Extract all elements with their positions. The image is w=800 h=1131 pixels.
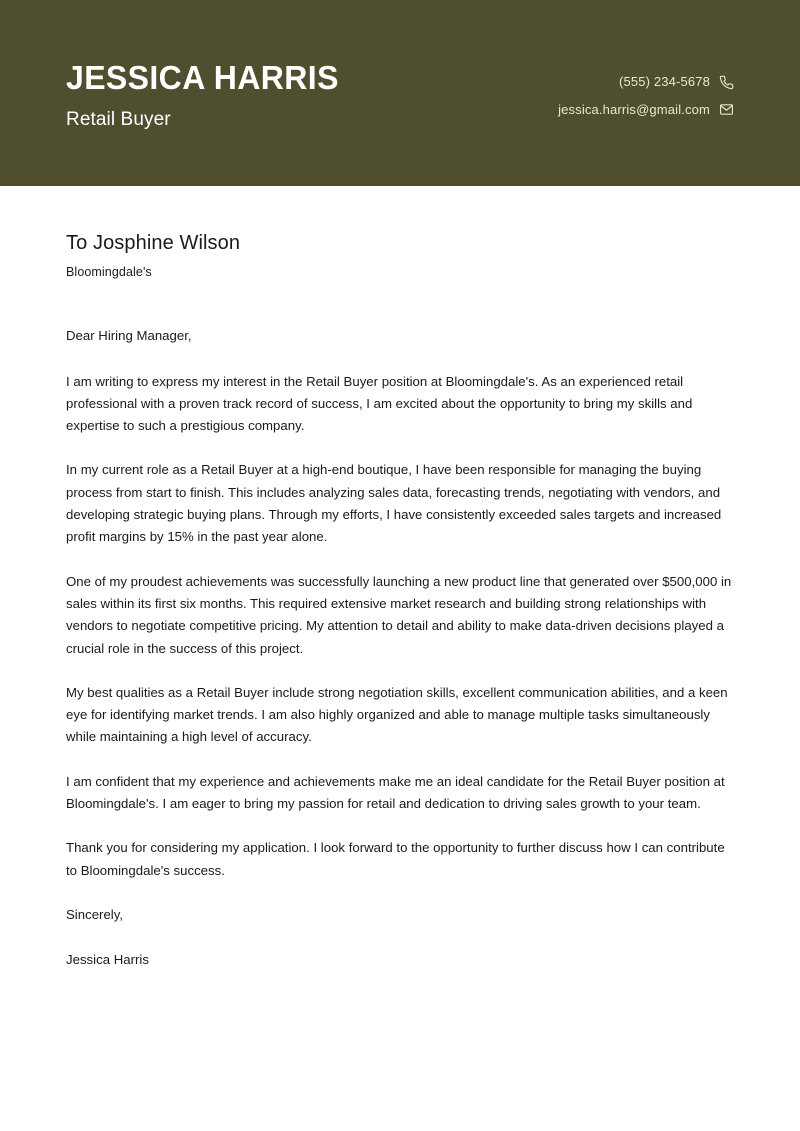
letter-body	[0, 186, 800, 971]
letter-paragraph-2: In my current role as a Retail Buyer at a high-end boutique, I have been responsible for managing the buying process from start to finish. This includes analyzing sales data, forecasting trends, negotiating with vendors, and developing strategic buying plans. Through my efforts, I have consistently exceeded sales targets and increased profit margins by 15% in the past year alone.	[66, 462, 722, 545]
letter-text-block	[66, 325, 735, 971]
recipient-name: To Josphine Wilson	[66, 232, 241, 254]
letter-paragraph-3: One of my proudest achievements was successfully launching a new product line that generated over $500,000 in sales within its first six months. This required extensive market research and building strong relationships with vendors to negotiate competitive pricing. My attention to detail and ability to make data-driven decisions played a crucial role in the success of this project.	[66, 573, 732, 656]
letter-paragraph-6: Thank you for considering my application. I look forward to the opportunity to further discuss how I can contribute to Bloomingdale's success.	[66, 840, 725, 878]
contact-phone-row[interactable]	[619, 74, 734, 90]
email-address-text: jessica.harris@gmail.com	[558, 102, 710, 117]
envelope-icon	[719, 102, 734, 117]
contact-block	[558, 74, 734, 117]
recipient-block	[66, 186, 735, 280]
recipient-company: Bloomingdale's	[66, 265, 152, 279]
letter-paragraph-4: My best qualities as a Retail Buyer include strong negotiation skills, excellent communication abilities, and a keen eye for identifying market trends. I am also highly organized and able to manage multiple tasks simultaneously while maintaining a high level of accuracy.	[66, 684, 728, 745]
applicant-name: JESSICA HARRIS	[66, 58, 339, 96]
letter-paragraph-1: I am writing to express my interest in the Retail Buyer position at Bloomingdale's. As an experienced retail professional with a proven track record of success, I am excited about the opportunity to bring my skills and expertise to such a prestigious company.	[66, 373, 693, 434]
phone-icon	[719, 75, 734, 90]
identity-block	[66, 60, 347, 132]
signature-name: Jessica Harris	[66, 952, 149, 968]
contact-email-row[interactable]	[558, 102, 734, 118]
closing-line: Sincerely,	[66, 906, 124, 922]
phone-number-text: (555) 234-5678	[619, 74, 710, 90]
letter-paragraph-5: I am confident that my experience and achievements make me an ideal candidate for the Retail Buyer position at Bloomingdale's. I am eager to bring my passion for retail and dedication to driving sales growth to your team.	[66, 773, 725, 811]
applicant-job-title: Retail Buyer	[66, 109, 171, 131]
salutation: Dear Hiring Manager,	[66, 328, 192, 344]
letter-header	[0, 0, 800, 186]
